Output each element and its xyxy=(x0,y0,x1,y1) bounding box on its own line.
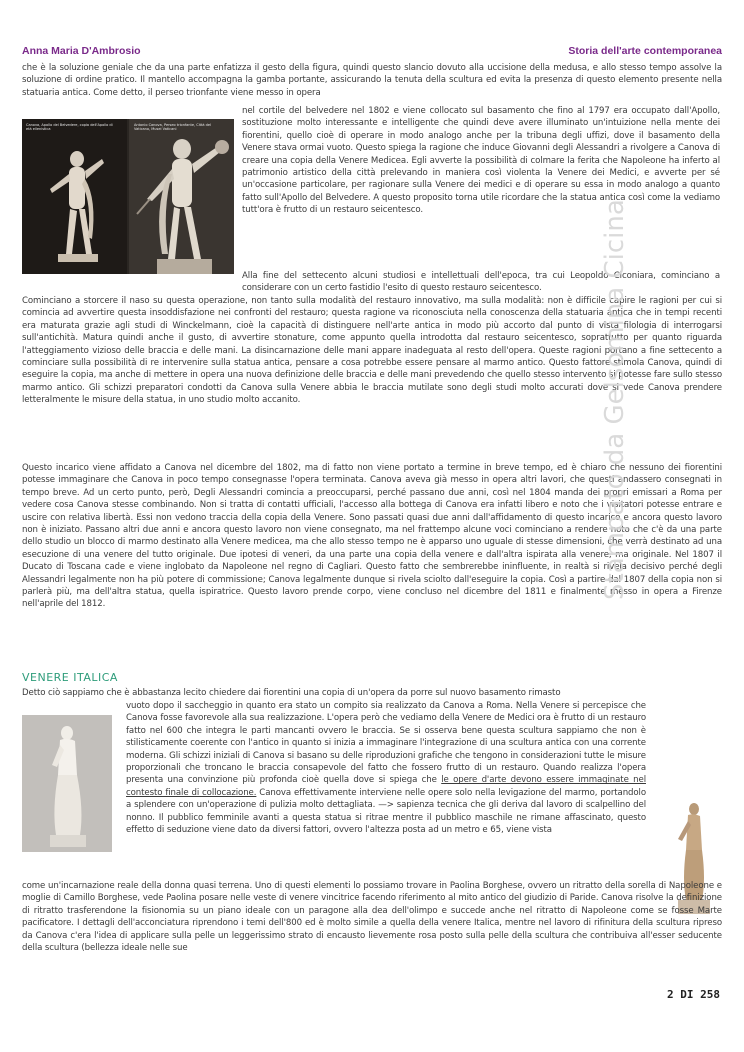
paragraph-venere-b-post: Canova effettivamente interviene nelle opere solo nella levigazione del marmo, portandolo a splendere con un'operazione di pulizia molto dettagliata. —> sapienza tecnica che gli deriva dal lavoro di scalpellino del nonno. Il pubblico femminile avanti a questa statua si ritrae mentre il pubblico maschile ne rimane affascinato, questo effetto di seduzione viene dato da diversi fattori, ovvero l'altezza posta ad un metro e 65, viene vista xyxy=(126,787,646,836)
section-title-venere-italica: VENERE ITALICA xyxy=(22,671,118,684)
paragraph-fine-settecento-a: Alla fine del settecento alcuni studiosi e intellettuali dell'epoca, tra cui Leopoldo Ciconiara, cominciano a considerare con un certo fastidio l'esito di questo restauro seicentesco. xyxy=(242,271,720,294)
paragraph-venere-b-pre: vuoto dopo il saccheggio in quanto era stato un compito sia realizzato da Canova a Roma. Nella Venere si percepisce che Canova fosse favorevole alla sua realizzazione. L'opera però che vediamo della Venere de Medici ora è frutto di un restauro fatto nel 600 che integra le parti mancanti ovvero le braccia. Se si osserva bene questa scultura sappiamo che non è stilisticamente coerente con l'antico in quanto si inizia a immaginare l'integrazione di una scultura antica con una corrente moderna. Gli schizzi iniziali di Canova si basano su delle riproduzioni grafiche che tengono in considerazioni tutte le misure proporzionali che troncano le braccia consapevole del fatto che fossero frutto di un restauro. Quando realizza l'opera presenta una convinzione più profonda cioè quella dove si spiega che xyxy=(126,701,646,786)
figure-caption-right: Antonio Canova, Perseo trionfante, Città del Vaticano, Musei Vaticani xyxy=(134,123,212,131)
watermark: Stampato da Gelsomina Cicina xyxy=(600,199,630,600)
paragraph-venere-b-underlined: le opere d'arte devono essere immaginate nel contesto finale di collocazione. xyxy=(126,775,646,798)
figure-apollo-perseo xyxy=(22,119,234,274)
page-number: 2 DI 258 xyxy=(667,988,720,1001)
apollo-perseo-image xyxy=(22,119,234,274)
header-subject: Storia dell'arte contemporanea xyxy=(568,45,722,57)
paragraph-venere-b xyxy=(126,700,646,836)
paragraph-intro: che è la soluzione geniale che da una parte enfatizza il gesto della figura, quindi questo slancio dovuto alla uccisione della medusa, e allo stesso tempo assolve la soluzione di ordine pratico. Il mantello accompagna la gamba portante, assicurando la tenuta della scultura ed evita la presenza di questo elemento presente nella statuaria antica. Come detto, il perseo trionfante viene messo in opera xyxy=(22,63,722,98)
paragraph-fine-settecento-b: Cominciano a storcere il naso su questa operazione, non tanto sulla modalità del restauro innovativo, ma sulla modalità: non è difficile capire le ragioni per cui si comincia ad avvertire questa insoddisfazione nei confronti del restauro; questa ragione va riconosciuta nella conoscenza della statuaria antica che in tempi recenti era maturata grazie agli studi di Winckelmann, cioè la capacità di distinguere nell'arte antica in modo più accorto dal punto di vista filologia di interrogarsi sull'antichità. Matura quindi anche il gusto, di avvertire stonature, come appunto quella introdotta dal restauro seicentesco, soprattutto per quanto riguarda l'atteggiamento vizioso delle braccia e delle mani. La disincarnazione delle mani appare inadeguata al resto dell'opera. Queste ragioni portano a fine settecento a cominciare sulla possibilità di re intervenire sulla statua antica, pensare a cosa potrebbe essere pensare al marmo antico. Questo fattore stimola Canova, quindi di eseguire la copia, ma anche di mettere in opera una nuova definizione delle braccia e delle mani prevedendo che quello stesso intervento si potesse fare sullo stesso marmo antico. Gli schizzi preparatori condotti da Canova sulla Venere abbia le braccia mutilate sono degli studi molto accurati dove si vede Canova prendere letteralmente le misure della statua, in uno studio molto accanito. xyxy=(22,296,722,406)
paragraph-belvedere: nel cortile del belvedere nel 1802 e viene collocato sul basamento che fino al 1797 era occupato dall'Apollo, sostituzione molto interessante e intelligente che quindi deve avere illuminato un'intuizione nella mente dei fiorentini, quello cioè di operare in modo analogo anche per la tribuna degli uffizi, dove il basamento della Venere stava ormai vuoto. Questo spiega la ragione che induce Giovanni degli Alessandri a rivolgere a Canova di creare una copia della Venere Medicea. Egli avverte la possibilità di colmare la ferita che Napoleone ha inferto al patrimonio artistico della città prelevando in maniera così violenta la Venere dei Medici, e avverte per sé un'occasione particolare, per ragionare sulla Venere dei medici e di operare su essa in modo analogo a quanto fatto sull'Apollo del Belvedere. A questo proposito torna utile ricordare che la statua antica così come la vediamo tutt'ora è frutto di un restauro seicentesco. xyxy=(242,106,720,216)
venere-italica-image xyxy=(22,715,112,852)
header-author: Anna Maria D'Ambrosio xyxy=(22,45,141,57)
paragraph-venere-a: Detto ciò sappiamo che è abbastanza lecito chiedere dai fiorentini una copia di un'opera da porre sul nuovo basamento rimasto xyxy=(22,688,561,698)
paragraph-incarico: Questo incarico viene affidato a Canova nel dicembre del 1802, ma di fatto non viene portato a termine in breve tempo, ed è chiaro che nessuno dei fiorentini potesse immaginare che Canova in poco tempo consegnasse l'opera terminata. Canova aveva già messo in opera altri lavori, che questi andassero consegnati in tempo breve. Ad un certo punto, però, Degli Alessandri comincia a preoccuparsi, perché passano due anni, così nel 1804 manda dei propri emissari a Roma per vedere cosa Canova stesse combinando. Non si tratta di contatti ufficiali, l'accesso alla bottega di Canova era infatti libero e noto che i visitatori potesse entrare e uscire con relativa libertà. Essi non vedono traccia della copia della Venere. Sono passati quasi due anni dall'affidamento di questo incarico e ancora questo lavoro non è iniziato. Passano altri due anni e ancora questo lavoro non viene consegnato, ma nel frattempo alcune voci cominciano a rendere noto che c'è da una parte dello studio un blocco di marmo destinato alla Venere medicea, ma che allo stesso tempo ne è apparso uno uguale di stesse dimensioni, che verrà destinato ad una esecuzione di una venere del tutto originale. Due ipotesi di veneri, da una parte una copia della venere e dall'altra ispirata alla venere, ma originale. Nel 1807 il Ducato di Toscana cade e viene inglobato da Napoleone nel regno di Cagliari. Questo fatto che sembrerebbe ininfluente, in realtà si rivela decisivo perché degli Alessandri legalmente non ha più potere di commissione; Canova legalmente dunque si rivela sciolto dall'eseguire la copia. Così a partire dal 1807 della copia non si parlerà più, ma dell'altra statua, quella ispiratrice. Questo lavoro prende corpo, viene concluso nel dicembre del 1811 e finalmente messo in opera a Firenze nell'aprile del 1812. xyxy=(22,463,722,610)
figure-caption-left: Canova, Apollo del Belvedere, copia dell'Apollo di età ellenistica xyxy=(26,123,113,131)
figure-venere-italica xyxy=(22,715,112,852)
paragraph-venere-c: come un'incarnazione reale della donna quasi terrena. Uno di questi elementi lo possiamo trovare in Paolina Borghese, ovvero un ritratto della sorella di Napoleone e moglie di Camillo Borghese, vede Paolina posare nelle veste di venere vincitrice facendo riferimento al mito antico del giudizio di Paride. Canova risolve la definizione di ritratto trasferendone la fisionomia su un piano ideale con un paragone alla dea dell'olimpo e succede anche nel ritratto di Napoleone come se fosse Marte pacificatore. I dettagli dell'acconciatura riprendono i temi dell'800 ed è molto simile a quella della venere Italica, mentre nel lavoro di rifinitura della scultura ripreso da Canova c'era l'idea di applicare sulla pelle un leggerissimo strato di encausto lievemente rosa posto sulla pelle della scultura che contribuiva all'esser seducente della scultura (bellezza ideale nelle sue xyxy=(22,881,722,954)
